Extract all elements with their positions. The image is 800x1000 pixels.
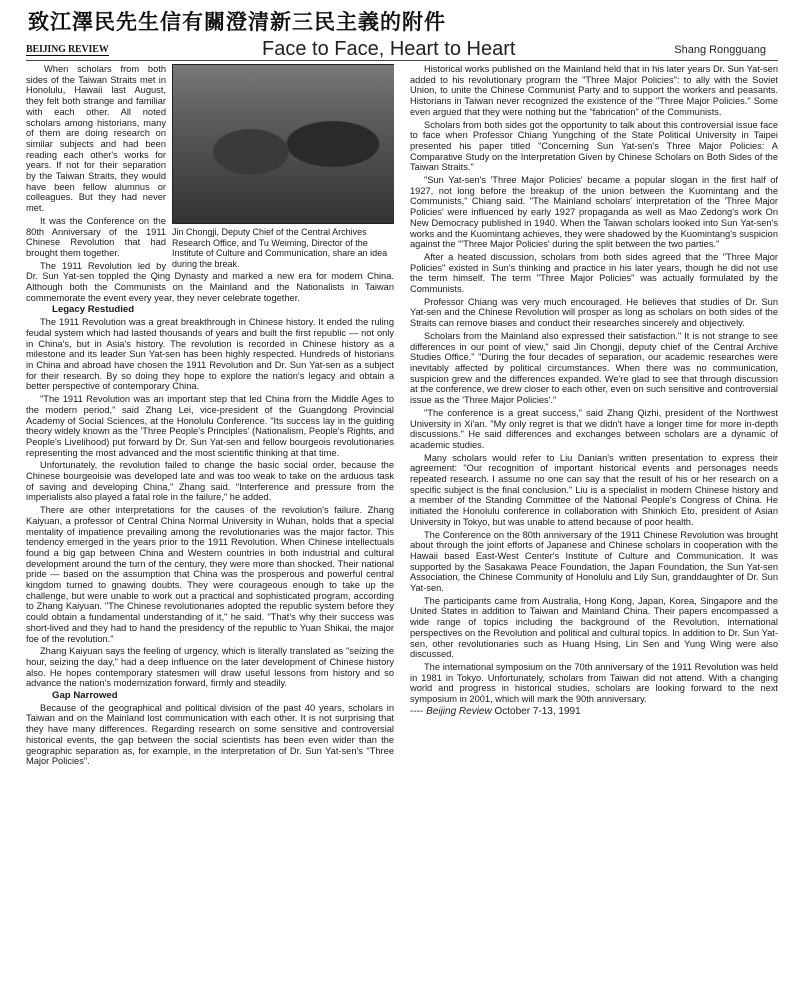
paragraph: There are other interpretations for the causes of the revolution's failure. Zhang Kaiyuan, a professor of Central China Normal University in Wuhan, holds that a special mentality of impatience prevailing among the revolutionaries was the major factor. This tendency emerged in the years prior to the 1911 Revolution. When Chinese intellectuals found a big gap between China and Western countries in both industrial and cultural development around the turn of the century, they were more than shocked. Their national pride — based on the assumption that China was the prosperous and powerful central kingdom turned to gnawing doubts. They were courageous enough to take up the challenge, but were unable to work out a practical and sophisticated program, according to Zhang Kaiyuan. "The Chinese revolutionaries adopted the republic system before they could obtain a fundamental understanding of it," he said. "That's why their success was short-lived and they had to hand the presidency of the republic to Yuan Shikai, the major foe of the revolution.": [26, 505, 394, 644]
header-rule: [26, 60, 778, 61]
publication-logo: BEIJING REVIEW: [26, 44, 109, 55]
photo-caption: Jin Chongji, Deputy Chief of the Central Archives Research Office, and Tu Weiming, Director of the Institute of Culture and Communication, share an idea during the break.: [172, 227, 388, 269]
photo: [172, 64, 394, 224]
footer-dash: ----: [410, 705, 424, 717]
paragraph: Scholars from the Mainland also expressed their satisfaction." It is not strange to see differences in our point of view," said Jin Chongji, deputy chief of the Central Archive Studies Office." "During the four decades of separation, our academic researches were inevitably affected by political circumstances. When there was no communication, suspicion grew and the differences expanded. We're glad to see that through discussion at the conference, we drew closer to each other, even on such sensitive and controversial issue as the 'Three Major Policies'.": [410, 330, 778, 406]
paragraph: After a heated discussion, scholars from both sides agreed that the "Three Major Policies" existed in Sun's thinking and practice in his later years, though he did not use the term himself. The term "Three Major Policies" was actually formulated by the Communists.: [410, 251, 778, 295]
paragraph: The participants came from Australia, Hong Kong, Japan, Korea, Singapore and the United States in addition to Taiwan and Mainland China. Their papers encompassed a wide range of topics including the background of the Revolution, international perspectives on the Revolution and political and cultural topics. In addition to Dr. Sun Yat-sen, other revolutionaries such as Huang Hsing, Lin Sen and Yung Wing were also discussed.: [410, 595, 778, 660]
subheading: Gap Narrowed: [52, 690, 118, 702]
paragraph: Professor Chiang was very much encouraged. He believes that studies of Dr. Sun Yat-sen and the Chinese Revolution will prosper as long as scholars on both sides of the Straits can remove biases and conduct their researches sincerely and objectively.: [410, 296, 778, 329]
paragraph: Because of the geographical and political division of the past 40 years, scholars in Taiwan and on the Mainland lost communication with each other. It is not surprising that they have many differences. Regarding research on some sensitive and controversial historical events, the gap between the social scientists has been even wider than the geographic separation as, for example, in the interpretation of Dr. Sun Yat-sen's "Three Major Policies".: [26, 702, 394, 767]
paragraph: "The conference is a great success," said Zhang Qizhi, president of the Northwest University in Xi'an. "My only regret is that we didn't have a longer time for more in-depth discussions." He said differences and exchanges between scholars are a dynamic of academic studies.: [410, 407, 778, 450]
paragraph: "Sun Yat-sen's 'Three Major Policies' became a popular slogan in the first half of 1927, not long before the breakup of the union between the Kuomintang and the Communists," Chiang said. "The Mainland scholars' interpretation of the 'Three Major Policies' were influenced by early 1927 propaganda as well as Mao Zedong's work On New Democracy published in 1940. When the Taiwan scholars looked into Sun Yat-sen's works and the Kuomintang achieves, they were shadowed by the Kuomintang's suspicion against the "'Three Major Policies' during the split between the two parties.": [410, 175, 778, 250]
chinese-title: 致江澤民先生信有關澄清新三民主義的附件: [28, 10, 446, 34]
footer-source: Beijing Review: [426, 705, 492, 717]
paragraph: The 1911 Revolution led by Dr. Sun Yat-sen toppled the Qing Dynasty and marked a new era for modern China. Although both the Communists on the Mainland and the Nationalists in Taiwan commemorate the event every year, they never celebrate together.: [26, 260, 394, 303]
left-column: [26, 64, 394, 989]
article-title: Face to Face, Heart to Heart: [262, 38, 516, 60]
footer-date: October 7-13, 1991: [494, 705, 581, 717]
paragraph: Zhang Kaiyuan says the feeling of urgency, which is literally translated as "seizing the hour, seizing the day," had a deep influence on the later development of Chinese history also. He hopes contemporary statesmen will draw useful lessons from history and so advance the nation's modernization forward, firmly and steadily.: [26, 646, 394, 689]
paragraph: The international symposium on the 70th anniversary of the 1911 Revolution was held in 1981 in Tokyo. Unfortunately, scholars from Taiwan did not attend. With a changing world and progress in historical studies, scholars are looking forward to the next symposium in 2001, which will mark the 90th anniversary.: [410, 661, 778, 705]
paragraph: The 1911 Revolution was a great breakthrough in Chinese history. It ended the ruling feudal system which had lasted thousands of years and built the first republic — not only in China's, but in Asia's history. The revolution is recorded in Chinese history as a milestone and its leader Sun Yat-sen has been highly respected. Hundreds of historians in China and abroad have chosen the 1911 Revolution and Dr. Sun Yat-sen as a subject for their research. By so doing they hope to explore the nation's legacy and obtain a better perspective of contemporary China.: [26, 317, 394, 392]
right-column: [410, 64, 778, 989]
article-body: [26, 64, 778, 989]
source-footer: [410, 707, 778, 718]
paragraph: The Conference on the 80th anniversary of the 1911 Chinese Revolution was brought about through the joint efforts of Japanese and Chinese scholars in cooperation with the Hawaii based East-West Center's Institute of Culture and Communication. It was supported by the Sasakawa Peace Foundation, the Japan Foundation, the Sun Yat-sen Association, the Chinese Community of Honolulu and Lily Sun, granddaughter of Dr. Sun Yat-sen.: [410, 529, 778, 594]
paragraph: Unfortunately, the revolution failed to change the basic social order, because the Chinese bourgeoisie was developed late and was too weak to take on the arduous task of saving and developing China," Zhang said. "Interference and pressure from the imperialists also played a fatal role in the failure," he added.: [26, 460, 394, 503]
paragraph: When scholars from both sides of the Taiwan Straits met in Honolulu, Hawaii last August, they felt both strange and familiar with each other. All noted scholars among historians, many of them are doing research on similar subjects and had been reading each other's works for years. If not for their separation by the Taiwan Straits, they would have been fellow alumnus or colleagues. But they had never met.: [26, 64, 166, 214]
subheading: Legacy Restudied: [52, 304, 135, 316]
paragraph: Historical works published on the Mainland held that in his later years Dr. Sun Yat-sen added to his revolutionary program the "Three Major Policies": to ally with the Soviet Union, to unite the Chinese Communist Party and to support the workers and peasants. Historians in Taiwan never recognized the existence of the "Three Major Policies." Some even argued that they were nothing but the "fabrication" of the Communists.: [410, 64, 778, 117]
photo-block: [172, 64, 394, 269]
paragraph: "The 1911 Revolution was an important step that led China from the Middle Ages to the modern period," said Zhang Lei, vice-president of the Guangdong Provincial Academy of Social Sciences, at the Honolulu Conference. "Its success lay in the guiding theory widely known as the 'Three People's Principles' (Nationalism, People's Rights, and People's Livelihood) put forward by Dr. Sun Yat-sen and fellow bourgeois revolutionaries representing the most advanced and the most scientific thinking at that time.: [26, 394, 394, 458]
article-author: Shang Rongguang: [674, 44, 766, 56]
paragraph: Scholars from both sides got the opportunity to talk about this controversial issue face to face when Professor Chiang Yungching of the State Political University in Taipei presented his paper titled "Concerning Sun Yat-sen's Three Major Policies: A Comparative Study on the Interpretation Given by Chinese Scholars on Both Sides of the Taiwan Straits.": [410, 119, 778, 173]
paragraph: It was the Conference on the 80th Anniversary of the 1911 Chinese Revolution that had brought them together.: [26, 215, 166, 258]
paragraph: Many scholars would refer to Liu Danian's written presentation to express their agreement: "Our recognition of important historical events and personages needs repeated research. I assume no one can say that the result of his or her research on a specific subject is the final conclusion." Liu is a specialist in modern Chinese history and a member of the Standing Committee of the National People's Congress of China. He initiated the Honolulu conference in collaboration with Shinkich Eto, president of Asian University in Tokyo, but was unable to attend because of poor health.: [410, 452, 778, 527]
